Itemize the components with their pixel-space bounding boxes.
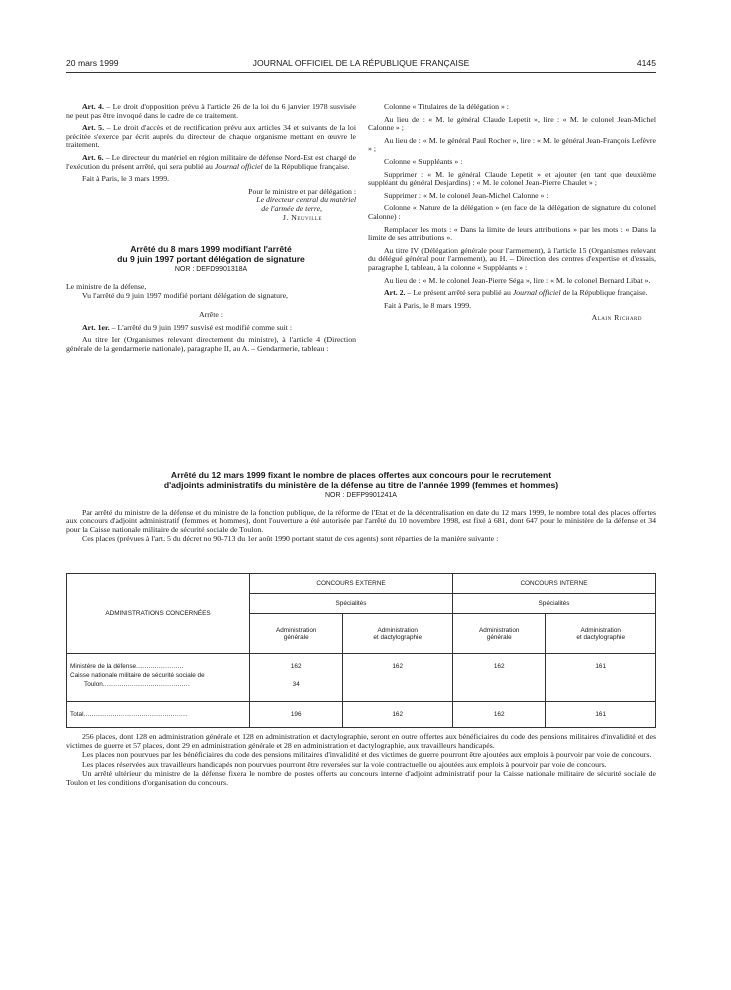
page-header	[66, 58, 656, 72]
th-admin-dactylo-externe: Administration et dactylographie	[343, 614, 453, 654]
header-date: 20 mars 1999	[66, 58, 119, 68]
decree-2	[66, 470, 656, 545]
header-page-number: 4145	[636, 58, 656, 68]
th-admin-dactylo-interne: Administration et dactylographie	[546, 614, 656, 654]
after-p3: Les places réservées aux travailleurs handicapés non pourvues pourront être reversées sur la voie contractuelle ou ajoutées aux emplois à pourvoir par voie de concours.	[82, 759, 607, 769]
cell-ministere-ext-dactylo: 162	[392, 663, 404, 670]
total-label: Total	[70, 711, 84, 718]
th-administrations: ADMINISTRATIONS CONCERNÉES	[67, 574, 250, 654]
cell-total-int-gen: 162	[452, 702, 545, 728]
header-rule	[66, 72, 656, 73]
cell-ministere-int-dactylo: 161	[595, 663, 607, 670]
cell-total-int-dactylo: 161	[546, 702, 656, 728]
after-p1: 256 places, dont 128 en administration générale et 128 en administration et dactylographie, seront en outre offertes aux bénéficiaires du code des pensions militaires d'invalidité et des victimes de guerre et 57 places, dont 29 en administration générale et 28 en administration et dactylographie, aux travailleurs handicapés.	[66, 732, 656, 750]
right-p4: Colonne « Suppléants » :	[384, 156, 463, 166]
th-specialites-externe: Spécialités	[250, 594, 453, 614]
left-column	[66, 103, 356, 357]
titre-1-text: Au titre Ier (Organismes relevant directement du ministre), à l'article 4 (Direction générale de la gendarmerie nationale), paragraphe II, au A. – Gendarmerie, tableau :	[66, 335, 356, 353]
decree-title: Arrêté du 8 mars 1999 modifiant l'arrêté du 9 juin 1997 portant délégation de signature	[117, 244, 305, 265]
row-label-caisse: Caisse nationale militaire de sécurité sociale de	[70, 672, 205, 679]
th-admin-generale-externe: Administration générale	[250, 614, 343, 654]
th-admin-generale-interne: Administration générale	[452, 614, 545, 654]
table-row-total: Total.................................................. 196 162 162 161	[67, 702, 656, 728]
right-p10: Au lieu de : « M. le colonel Jean-Pierre Séga », lire : « M. le colonel Bernard Libat ».	[384, 275, 651, 285]
cell-ministere-ext-gen: 162	[290, 663, 302, 670]
after-p4: Un arrêté ultérieur du ministre de la défense fixera le nombre de postes offerts au concours interne d'adjoint administratif pour la Caisse nationale militaire de sécurité sociale de Toulon et les conditions d'organisation du concours.	[66, 769, 656, 787]
decree-2-after-table	[66, 733, 656, 789]
decree-2-title: Arrêté du 12 mars 1999 fixant le nombre de places offertes aux concours pour le recrutement d'adjoints administratifs du ministère de la défense au titre de l'année 1999 (femmes et hommes)	[163, 470, 559, 490]
right-p5: Supprimer : « M. le général Claude Lepetit » et ajouter (en tant que deuxième suppléant du général Desjardins) : « M. le colonel Jean-Pierre Chaulet » ;	[368, 169, 656, 188]
th-specialites-interne: Spécialités	[452, 594, 655, 614]
table-row: Ministère de la défense....................... Caisse nationale militaire de sécurité sociale de Toulon.......................................... 162 34 162 162 161	[67, 654, 656, 702]
cell-total-ext-dactylo: 162	[343, 702, 453, 728]
cell-ministere-int-gen: 162	[493, 663, 505, 670]
cell-caisse-ext-gen: 34	[292, 681, 300, 688]
article-2: Art. 2. – Le présent arrêté sera publié au Journal officiel de la République française.	[384, 288, 648, 298]
decree-2-nor: NOR : DEFP9901241A	[325, 492, 397, 499]
th-concours-externe: CONCOURS EXTERNE	[250, 574, 453, 594]
right-p6: Supprimer : « M. le colonel Jean-Michel Calonne » :	[384, 190, 549, 200]
right-p1: Colonne « Titulaires de la délégation » :	[384, 102, 509, 111]
right-p2: Au lieu de : « M. le général Claude Lepetit », lire : « M. le colonel Jean-Michel Calonne » ;	[368, 114, 656, 133]
right-p7: Colonne « Nature de la délégation » (en face de la délégation de signature du colonel Calonne) :	[368, 203, 656, 221]
article-4: Art. 4. – Le droit d'opposition prévu à l'article 26 de la loi du 6 janvier 1978 susvisée ne peut pas être invoqué dans le cadre de ce traitement.	[66, 102, 356, 120]
th-concours-interne: CONCOURS INTERNE	[452, 574, 655, 594]
vu-line: Vu l'arrêté du 9 juin 1997 modifié portant délégation de signature,	[82, 291, 288, 301]
done-at-paris-1: Fait à Paris, le 3 mars 1999.	[82, 174, 170, 184]
decree-nor: NOR : DEFD9901318A	[174, 266, 248, 274]
after-p2: Les places non pourvues par les bénéficiaires du code des pensions militaires d'invalidité et des victimes de guerre pourront être ajoutées aux emplois à pourvoir par voie de concours.	[82, 750, 652, 760]
right-column	[368, 103, 656, 323]
right-p9: Au titre IV (Délégation générale pour l'armement), à l'article 15 (Organismes relevant du délégué général pour l'armement), au H. – Direction des centres d'expertise et d'essais, paragraphe I, tableau, à la colonne « Suppléants » :	[368, 245, 656, 272]
row-label-ministere: Ministère de la défense.......................	[70, 663, 184, 670]
right-p8: Remplacer les mots : « Dans la limite de leurs attributions » par les mots : « Dans la limite de ses attributions ».	[368, 224, 656, 243]
decree-2-intro: Par arrêté du ministre de la défense et du ministre de la fonction publique, de la réforme de l'Etat et de la décentralisation en date du 12 mars 1999, le nombre total des places offertes aux concours d'adjoint administratif (femmes et hommes), dont l'ouverture a été autorisée par l'arrêté du 10 novembre 1998, est fixé à 681, dont 647 pour le ministère de la défense et 34 pour la Caisse nationale militaire de sécurité sociale de Toulon.	[66, 507, 656, 534]
done-at-paris-2: Fait à Paris, le 8 mars 1999.	[384, 300, 472, 310]
cell-total-ext-gen: 196	[250, 702, 343, 728]
places-table	[66, 573, 656, 728]
signature-block-1: Pour le ministre et par délégation : Le directeur central du matériel de l'armée de terre, J. Neuville	[248, 186, 356, 222]
right-p3: Au lieu de : « M. le général Paul Rocher », lire : « M. le général Jean-François Lefèvre » ;	[368, 135, 656, 154]
arrete-line: Arrête :	[198, 309, 224, 319]
header-journal-title: JOURNAL OFFICIEL DE LA RÉPUBLIQUE FRANÇAISE	[252, 58, 470, 68]
minister-line: Le ministre de la défense,	[66, 281, 147, 291]
signature-name-2: Alain Richard	[591, 313, 642, 323]
article-1: Art. 1er. – L'arrêté du 9 juin 1997 susvisé est modifié comme suit :	[82, 322, 293, 332]
article-6: Art. 6. – Le directeur du matériel en région militaire de défense Nord-Est est chargé de l'exécution du présent arrêté, qui sera publié au Journal officiel de la République française.	[66, 152, 356, 171]
decree-2-ces: Ces places (prévues à l'art. 5 du décret no 90-713 du 1er août 1990 portant statut de ces agents) sont réparties de la manière suivante :	[82, 534, 499, 544]
article-5: Art. 5. – Le droit d'accès et de rectification prévu aux articles 34 et suivants de la loi précitée s'exerce par écrit auprès du directeur de chaque organisme mettant en œuvre le traitement.	[66, 123, 356, 150]
